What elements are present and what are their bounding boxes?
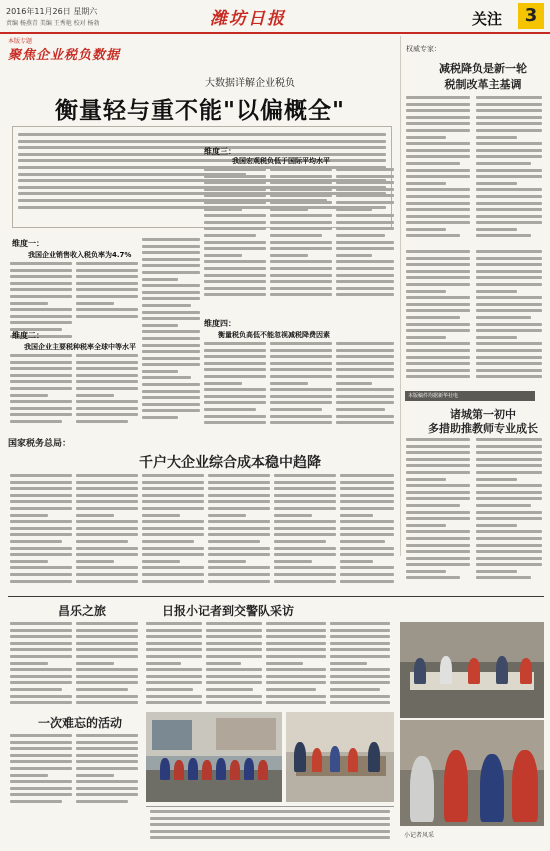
photo-classroom: [400, 622, 544, 718]
article-column: [10, 474, 72, 589]
column-title: 聚焦企业税负数据: [8, 48, 121, 63]
photo-children-police: [286, 712, 394, 802]
article-column: [10, 734, 72, 806]
footer-label: 小记者风采: [404, 832, 435, 839]
column-label: 本版专题: [8, 38, 33, 45]
article-column: [406, 250, 470, 385]
dimension-3-label: 维度三：: [204, 147, 236, 156]
main-subtitle: 大数据详解企业税负: [205, 78, 295, 89]
article-column: [206, 622, 262, 710]
editor-credits: 责编 杨燕青 美编 王秀艳 校对 杨勃: [6, 20, 100, 27]
article-column: [476, 96, 542, 246]
article-column: [76, 734, 138, 806]
article-column: [146, 622, 202, 710]
article-column: [270, 342, 332, 430]
photo-kids-closeup: [400, 720, 544, 826]
section-name: 关注: [472, 10, 503, 28]
article-column: [266, 622, 326, 710]
story-title-traffic-police: 日报小记者到交警队采访: [162, 604, 295, 618]
article-column: [10, 622, 72, 710]
main-headline: 衡量轻与重不能"以偏概全": [55, 98, 345, 124]
story-title-changle: 昌乐之旅: [58, 604, 107, 618]
story-title-memorable-event: 一次难忘的活动: [38, 716, 123, 730]
dimension-4-label: 维度四：: [204, 319, 236, 328]
article-column: [204, 168, 266, 308]
article-column: [330, 622, 390, 710]
article-column: [406, 438, 470, 588]
dimension-1-heading: 我国企业销售收入税负率为4.7%: [28, 251, 132, 259]
footer-text: [150, 810, 390, 846]
header-rule: [0, 32, 550, 34]
photo-students-group: [146, 712, 282, 802]
article-column: [340, 474, 394, 589]
dimension-3-heading: 我国宏观税负低于国际平均水平: [232, 157, 330, 165]
school-headline-line2: 多措助推教师专业成长: [428, 422, 538, 435]
logo-text: 潍坊日报: [210, 9, 286, 29]
article-column: [76, 262, 138, 322]
newspaper-logo: [210, 4, 340, 30]
page-number: 3: [518, 3, 544, 29]
article-column: [204, 342, 266, 430]
article-column: [336, 168, 394, 308]
article-column: [336, 342, 394, 430]
article-column: [76, 474, 138, 589]
article-column: [406, 96, 470, 246]
issue-date: 2016年11月26日 星期六: [6, 7, 98, 16]
dimension-4-heading: 衡量税负高低不能忽视减税降费因素: [218, 331, 330, 339]
source-note: 本版稿件均据新华社电: [405, 391, 535, 401]
article-column: [208, 474, 270, 589]
article-column: [270, 168, 332, 308]
article-column: [76, 622, 138, 710]
school-headline-line1: 诸城第一初中: [450, 408, 516, 421]
expert-headline-line1: 减税降负是新一轮: [439, 62, 527, 75]
article-column: [274, 474, 336, 589]
article-column: [142, 474, 204, 589]
article-column: [142, 238, 200, 428]
dimension-2-heading: 我国企业主要税种税率全球中等水平: [24, 343, 136, 351]
dimension-2-label: 维度二：: [12, 331, 44, 340]
tax-story-kicker: 国家税务总局：: [8, 439, 72, 449]
article-column: [476, 438, 542, 588]
tax-story-headline: 千户大企业综合成本稳中趋降: [139, 455, 321, 471]
expert-kicker: 权威专家：: [406, 45, 441, 53]
expert-headline-line2: 税制改革主基调: [444, 78, 522, 91]
section-divider: [8, 596, 544, 597]
article-column: [10, 354, 72, 429]
article-column: [476, 250, 542, 385]
dimension-1-label: 维度一：: [12, 239, 44, 248]
article-column: [76, 354, 138, 429]
